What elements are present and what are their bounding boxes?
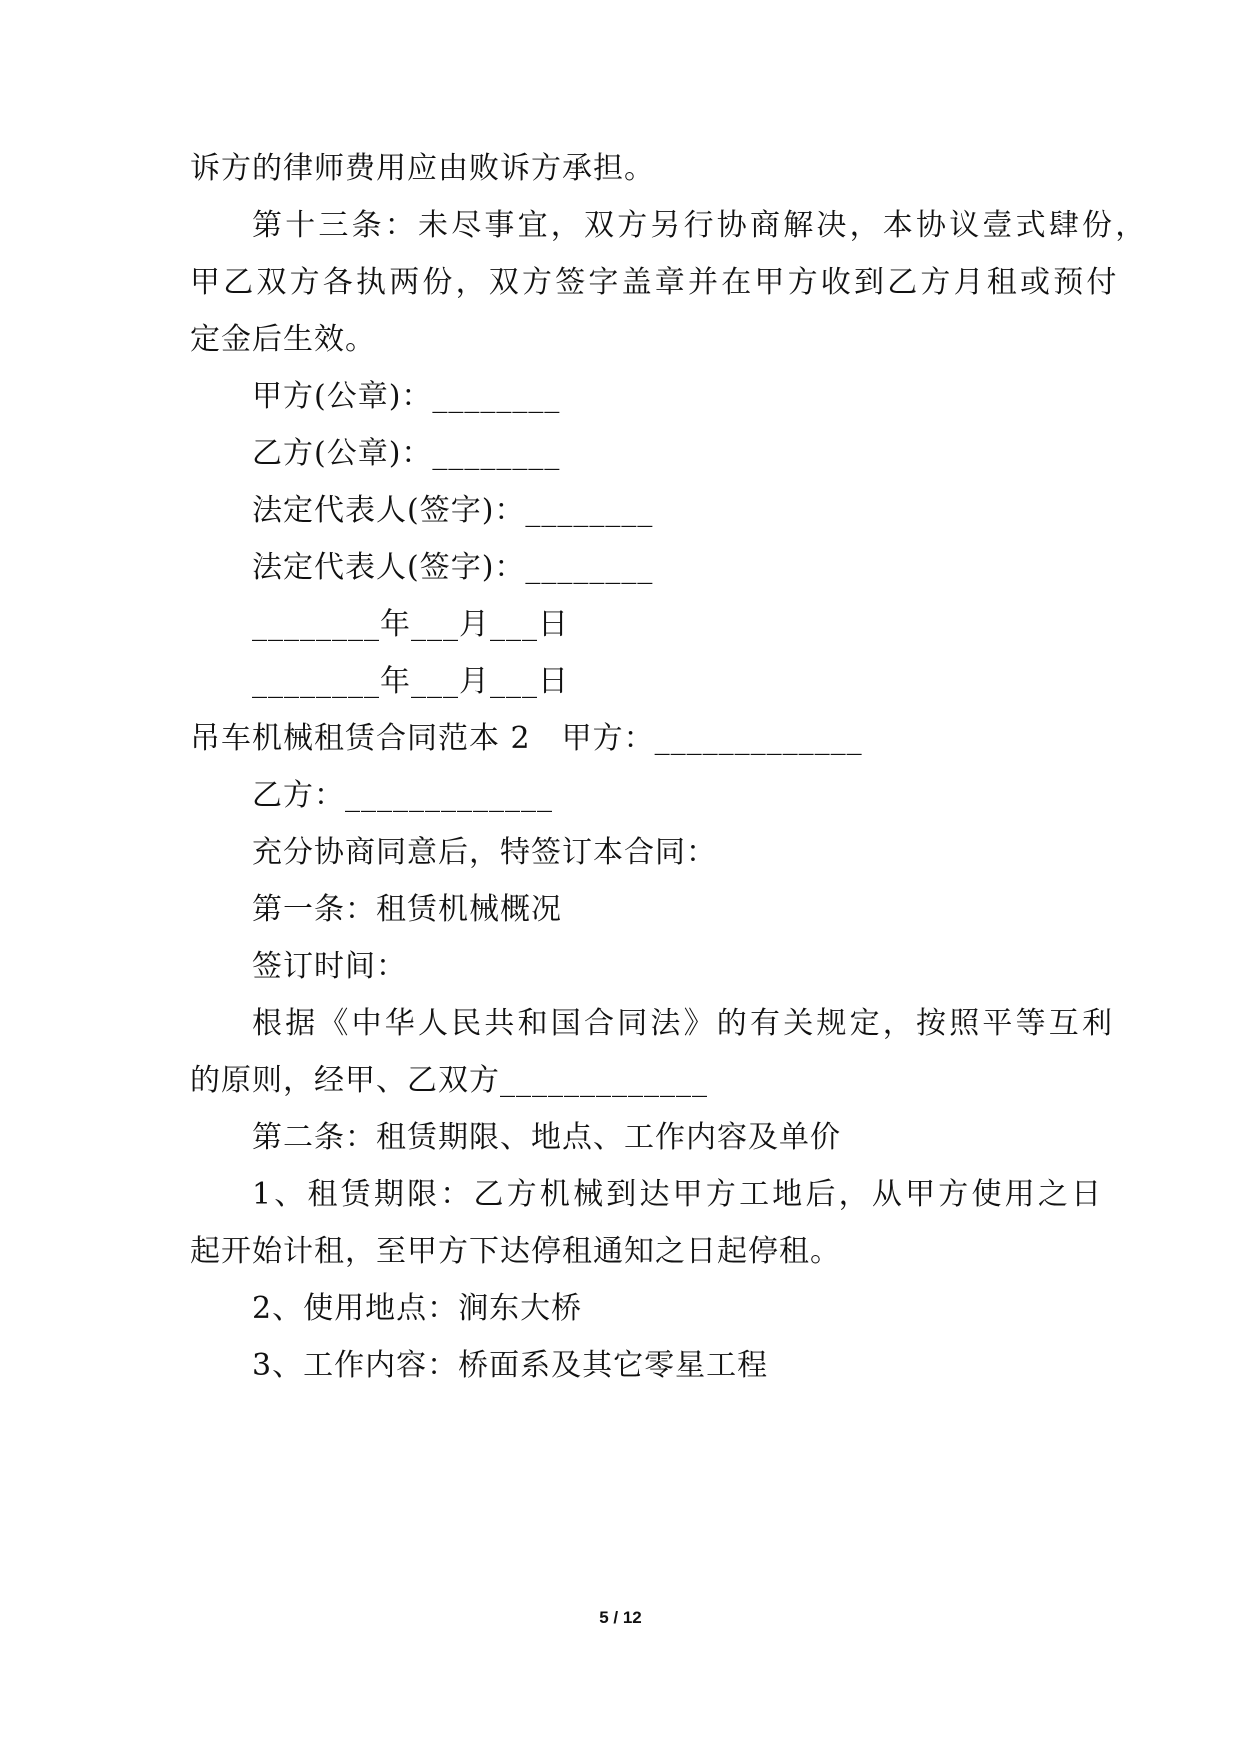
signature-line-representative: 法定代表人(签字)：________ bbox=[252, 550, 654, 585]
text-line: 第十三条：未尽事宜，双方另行协商解决，本协议壹式肆份， bbox=[252, 208, 1149, 243]
text-line: 2、使用地点：涧东大桥 bbox=[252, 1291, 583, 1326]
text-line: 甲乙双方各执两份，双方签字盖章并在甲方收到乙方月租或预付 bbox=[190, 265, 1120, 300]
text-line: 根据《中华人民共和国合同法》的有关规定，按照平等互利 bbox=[252, 1006, 1116, 1041]
text-line: 起开始计租，至甲方下达停租通知之日起停租。 bbox=[190, 1234, 841, 1269]
signature-line-party-b: 乙方(公章)：________ bbox=[252, 436, 561, 471]
text-line: 签订时间： bbox=[252, 949, 407, 984]
text-line: 3、工作内容：桥面系及其它零星工程 bbox=[252, 1348, 769, 1383]
party-b-line: 乙方：_____________ bbox=[252, 778, 553, 813]
text-line: 诉方的律师费用应由败诉方承担。 bbox=[190, 151, 655, 186]
page-number: 5 / 12 bbox=[599, 1608, 642, 1627]
text-line: 充分协商同意后，特签订本合同： bbox=[252, 835, 717, 870]
article-heading: 第二条：租赁期限、地点、工作内容及单价 bbox=[252, 1120, 841, 1155]
text-line: 1、租赁期限：乙方机械到达甲方工地后，从甲方使用之日 bbox=[252, 1177, 1105, 1212]
text-line: 的原则，经甲、乙双方_____________ bbox=[190, 1063, 708, 1098]
article-heading: 第一条：租赁机械概况 bbox=[252, 892, 562, 927]
text-line: 定金后生效。 bbox=[190, 322, 376, 357]
date-line: ________年___月___日 bbox=[252, 607, 569, 642]
signature-line-representative: 法定代表人(签字)：________ bbox=[252, 493, 654, 528]
signature-line-party-a: 甲方(公章)：________ bbox=[252, 379, 561, 414]
contract-title-line: 吊车机械租赁合同范本 2 甲方：_____________ bbox=[190, 721, 863, 756]
date-line: ________年___月___日 bbox=[252, 664, 569, 699]
